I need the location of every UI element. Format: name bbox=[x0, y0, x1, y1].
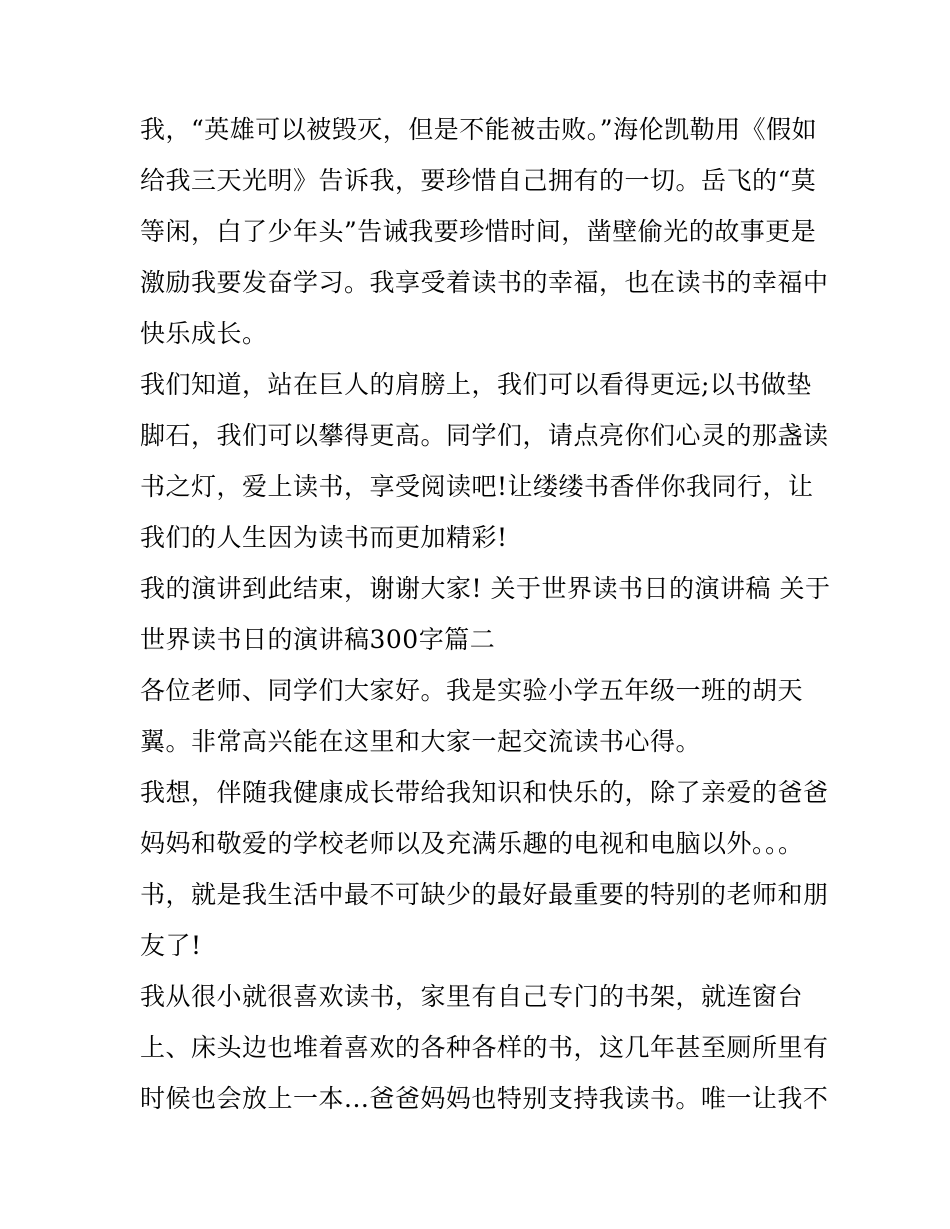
text-line: 书之灯，爱上读书，享受阅读吧!让缕缕书香伴你我同行，让 bbox=[140, 472, 814, 501]
text-line: 世界读书日的演讲稿300字篇二 bbox=[140, 625, 496, 654]
text-line: 我想，伴随我健康成长带给我知识和快乐的，除了亲爱的爸爸 bbox=[140, 778, 829, 807]
text-line: 快乐成长。 bbox=[140, 319, 268, 348]
text-line: 书，就是我生活中最不可缺少的最好最重要的特别的老师和朋 bbox=[140, 880, 829, 909]
text-line: 给我三天光明》告诉我，要珍惜自己拥有的一切。岳飞的“莫 bbox=[140, 166, 817, 195]
text-line: 友了! bbox=[140, 931, 202, 960]
text-line: 我的演讲到此结束，谢谢大家! 关于世界读书日的演讲稿 关于 bbox=[140, 574, 831, 603]
text-line: 脚石，我们可以攀得更高。同学们，请点亮你们心灵的那盏读 bbox=[140, 421, 829, 450]
text-line: 我，“英雄可以被毁灭，但是不能被击败。”海伦凯勒用《假如 bbox=[140, 115, 818, 144]
text-line: 我从很小就很喜欢读书，家里有自己专门的书架，就连窗台 bbox=[140, 982, 804, 1011]
document-body bbox=[140, 104, 831, 1124]
text-line: 激励我要发奋学习。我享受着读书的幸福，也在读书的幸福中 bbox=[140, 268, 829, 297]
text-line: 妈妈和敬爱的学校老师以及充满乐趣的电视和电脑以外。。。 bbox=[140, 829, 804, 858]
text-line: 时候也会放上一本...爸爸妈妈也特别支持我读书。唯一让我不 bbox=[140, 1084, 829, 1113]
text-line: 我们知道，站在巨人的肩膀上，我们可以看得更远;以书做垫 bbox=[140, 370, 812, 399]
text-line: 各位老师、同学们大家好。我是实验小学五年级一班的胡天 bbox=[140, 676, 804, 705]
text-line: 翼。非常高兴能在这里和大家一起交流读书心得。 bbox=[140, 727, 702, 756]
text-line: 我们的人生因为读书而更加精彩! bbox=[140, 523, 508, 552]
text-line: 上、床头边也堆着喜欢的各种各样的书，这几年甚至厕所里有 bbox=[140, 1033, 829, 1062]
text-line: 等闲，白了少年头”告诫我要珍惜时间，凿壁偷光的故事更是 bbox=[140, 217, 817, 246]
